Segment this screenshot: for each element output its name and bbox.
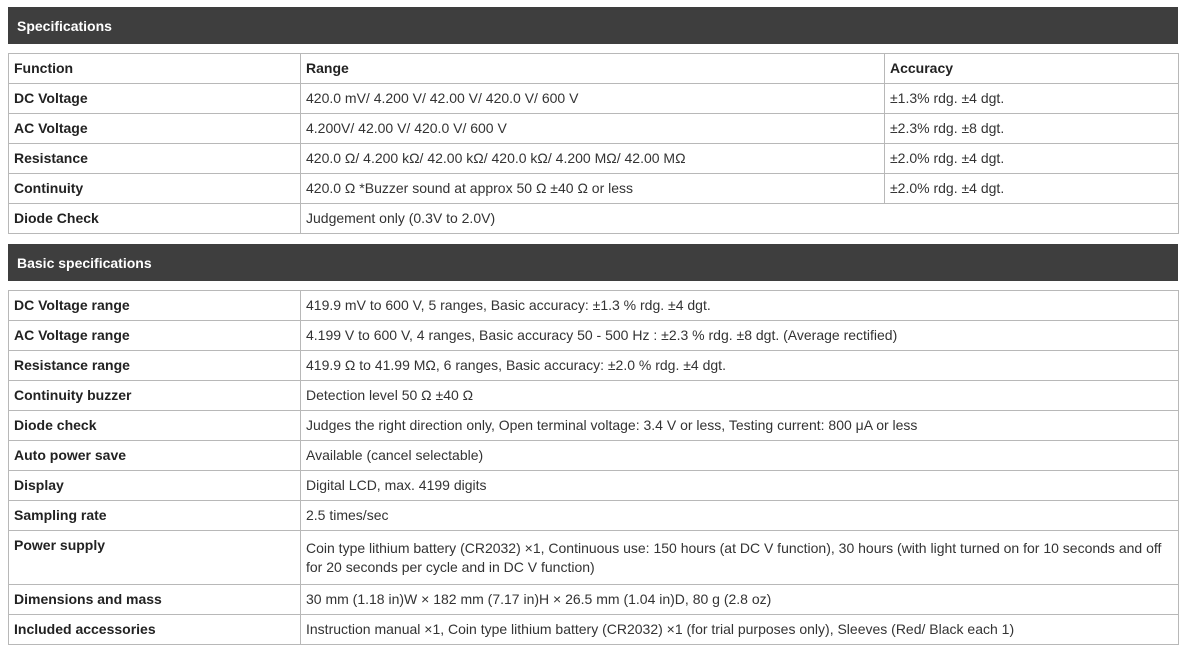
spec-label: Sampling rate bbox=[9, 501, 301, 531]
accuracy-cell: ±1.3% rdg. ±4 dgt. bbox=[885, 84, 1179, 114]
table-row bbox=[9, 144, 1179, 174]
table-row bbox=[9, 204, 1179, 234]
spec-value: 2.5 times/sec bbox=[301, 501, 1179, 531]
table-row bbox=[9, 174, 1179, 204]
spec-value: 419.9 Ω to 41.99 MΩ, 6 ranges, Basic accuracy: ±2.0 % rdg. ±4 dgt. bbox=[301, 351, 1179, 381]
range-cell: Judgement only (0.3V to 2.0V) bbox=[301, 204, 1179, 234]
table-row bbox=[9, 501, 1179, 531]
range-cell: 420.0 Ω *Buzzer sound at approx 50 Ω ±40 Ω or less bbox=[301, 174, 885, 204]
table-row bbox=[9, 531, 1179, 585]
spec-value: 4.199 V to 600 V, 4 ranges, Basic accuracy 50 - 500 Hz : ±2.3 % rdg. ±8 dgt. (Average rectified) bbox=[301, 321, 1179, 351]
spec-label: Display bbox=[9, 471, 301, 501]
spec-label: Auto power save bbox=[9, 441, 301, 471]
spec-label: Included accessories bbox=[9, 615, 301, 645]
table-row bbox=[9, 585, 1179, 615]
spec-label: Dimensions and mass bbox=[9, 585, 301, 615]
function-cell: Resistance bbox=[9, 144, 301, 174]
table-row bbox=[9, 321, 1179, 351]
range-cell: 420.0 mV/ 4.200 V/ 42.00 V/ 420.0 V/ 600 V bbox=[301, 84, 885, 114]
table-row bbox=[9, 114, 1179, 144]
spec-value: 419.9 mV to 600 V, 5 ranges, Basic accuracy: ±1.3 % rdg. ±4 dgt. bbox=[301, 291, 1179, 321]
spec-value: Digital LCD, max. 4199 digits bbox=[301, 471, 1179, 501]
header-function: Function bbox=[9, 54, 301, 84]
table-row bbox=[9, 291, 1179, 321]
table-header-row bbox=[9, 54, 1179, 84]
table-row bbox=[9, 381, 1179, 411]
table-row bbox=[9, 471, 1179, 501]
basic-specifications-table bbox=[8, 290, 1179, 645]
range-cell: 420.0 Ω/ 4.200 kΩ/ 42.00 kΩ/ 420.0 kΩ/ 4.200 MΩ/ 42.00 MΩ bbox=[301, 144, 885, 174]
spec-label: DC Voltage range bbox=[9, 291, 301, 321]
spec-label: Power supply bbox=[9, 531, 301, 585]
spec-label: Resistance range bbox=[9, 351, 301, 381]
table-row bbox=[9, 441, 1179, 471]
range-cell: 4.200V/ 42.00 V/ 420.0 V/ 600 V bbox=[301, 114, 885, 144]
table-row bbox=[9, 411, 1179, 441]
header-range: Range bbox=[301, 54, 885, 84]
spec-label: Diode check bbox=[9, 411, 301, 441]
spec-label: AC Voltage range bbox=[9, 321, 301, 351]
specifications-title: Specifications bbox=[17, 17, 112, 34]
spec-value: Coin type lithium battery (CR2032) ×1, Continuous use: 150 hours (at DC V function), 30 hours (with light turned on for 10 seconds and off for 20 seconds per cycle and in DC V function) bbox=[301, 531, 1179, 585]
header-accuracy: Accuracy bbox=[885, 54, 1179, 84]
function-cell: Diode Check bbox=[9, 204, 301, 234]
specifications-table bbox=[8, 53, 1179, 234]
spec-label: Continuity buzzer bbox=[9, 381, 301, 411]
specifications-header bbox=[8, 7, 1178, 44]
basic-specifications-title: Basic specifications bbox=[17, 254, 152, 271]
spec-value: Available (cancel selectable) bbox=[301, 441, 1179, 471]
spec-value: Judges the right direction only, Open terminal voltage: 3.4 V or less, Testing current: 800 μA or less bbox=[301, 411, 1179, 441]
table-row bbox=[9, 615, 1179, 645]
function-cell: DC Voltage bbox=[9, 84, 301, 114]
spec-value: Instruction manual ×1, Coin type lithium battery (CR2032) ×1 (for trial purposes only), Sleeves (Red/ Black each 1) bbox=[301, 615, 1179, 645]
table-row bbox=[9, 84, 1179, 114]
function-cell: AC Voltage bbox=[9, 114, 301, 144]
accuracy-cell: ±2.3% rdg. ±8 dgt. bbox=[885, 114, 1179, 144]
basic-specifications-header bbox=[8, 244, 1178, 281]
spec-value: Detection level 50 Ω ±40 Ω bbox=[301, 381, 1179, 411]
table-row bbox=[9, 351, 1179, 381]
function-cell: Continuity bbox=[9, 174, 301, 204]
spec-value: 30 mm (1.18 in)W × 182 mm (7.17 in)H × 26.5 mm (1.04 in)D, 80 g (2.8 oz) bbox=[301, 585, 1179, 615]
accuracy-cell: ±2.0% rdg. ±4 dgt. bbox=[885, 144, 1179, 174]
accuracy-cell: ±2.0% rdg. ±4 dgt. bbox=[885, 174, 1179, 204]
